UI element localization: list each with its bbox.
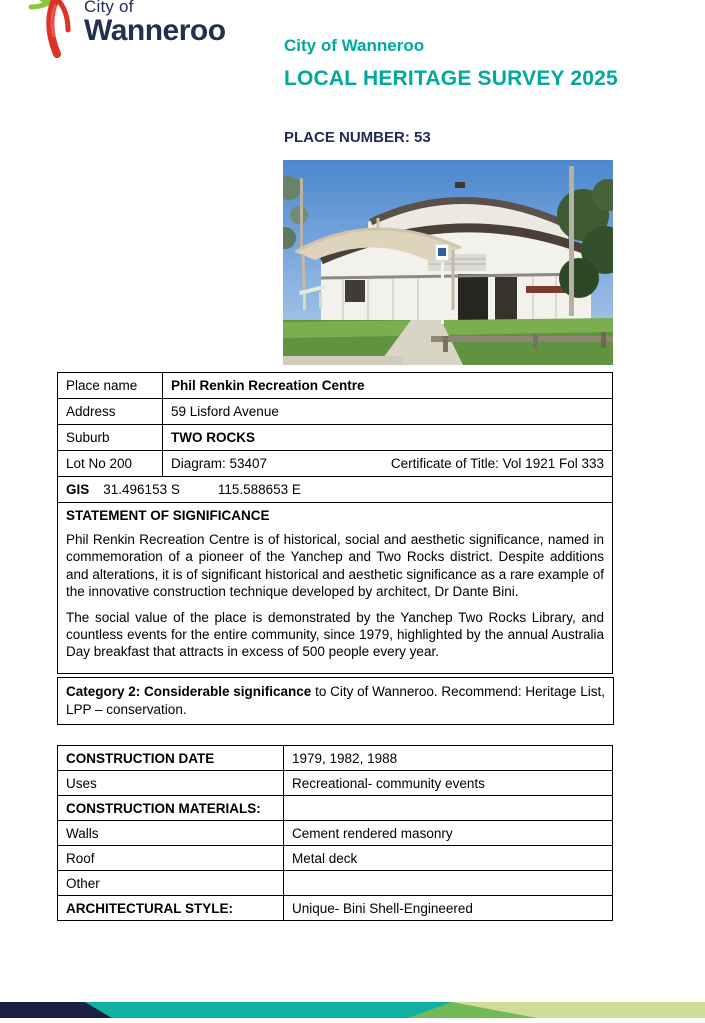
place-number: PLACE NUMBER: 53 — [284, 129, 431, 146]
footer-teal-shape — [85, 1002, 452, 1018]
diagram-value: Diagram: 53407 — [171, 456, 268, 471]
statement-cell — [58, 503, 613, 674]
city-of-wanneroo-logo — [28, 0, 226, 58]
statement-paragraph: Phil Renkin Recreation Centre is of historical, social and aesthetic significance, named in commemoration of a pioneer of the Yanchep and Two Rocks district. Despite additions and alterations, it is of significant historical and aesthetic significance as a rare example of the innovative construction technique developed by architect, Dr Dante Bini. — [66, 532, 604, 600]
gis-latitude: 31.496153 S — [103, 482, 180, 497]
place-details-table — [57, 372, 613, 674]
details-label: Suburb — [58, 425, 163, 451]
construction-row — [58, 871, 613, 896]
details-label: Lot No 200 — [58, 451, 163, 477]
details-label: Address — [58, 399, 163, 425]
construction-label: Other — [58, 871, 284, 896]
category-text: to City of Wanneroo. Recommend: Heritage List, LPP – conservation. — [66, 684, 605, 717]
footer-band — [0, 1002, 705, 1018]
certificate-of-title-value: Certificate of Title: Vol 1921 Fol 333 — [390, 456, 604, 471]
logo-wanneroo: Wanneroo — [84, 14, 226, 47]
construction-row — [58, 746, 613, 771]
construction-label: Roof — [58, 846, 284, 871]
construction-row — [58, 771, 613, 796]
details-label: Place name — [58, 373, 163, 399]
place-photograph — [283, 160, 613, 365]
construction-row — [58, 796, 613, 821]
header-city-of-wanneroo: City of Wanneroo — [284, 36, 425, 55]
details-row — [58, 373, 613, 399]
details-row — [58, 399, 613, 425]
details-value: Phil Renkin Recreation Centre — [163, 373, 613, 399]
details-value — [163, 451, 613, 477]
construction-label: CONSTRUCTION DATE — [58, 746, 284, 771]
construction-value: Unique- Bini Shell-Engineered — [284, 896, 613, 921]
gis-row — [58, 477, 613, 503]
details-row — [58, 451, 613, 477]
construction-value: Cement rendered masonry — [284, 821, 613, 846]
construction-row — [58, 896, 613, 921]
construction-label: Uses — [58, 771, 284, 796]
construction-label: ARCHITECTURAL STYLE: — [58, 896, 284, 921]
statement-heading: STATEMENT OF SIGNIFICANCE — [66, 508, 270, 523]
construction-row — [58, 846, 613, 871]
category-label: Category 2: Considerable significance — [66, 684, 312, 699]
statement-row — [58, 503, 613, 674]
header-survey-title: LOCAL HERITAGE SURVEY 2025 — [284, 67, 618, 90]
details-value: TWO ROCKS — [163, 425, 613, 451]
construction-value: Metal deck — [284, 846, 613, 871]
construction-table — [57, 745, 613, 921]
construction-label: CONSTRUCTION MATERIALS: — [58, 796, 284, 821]
construction-value — [284, 796, 613, 821]
details-row — [58, 425, 613, 451]
construction-value: Recreational- community events — [284, 771, 613, 796]
construction-value: 1979, 1982, 1988 — [284, 746, 613, 771]
gis-cell — [58, 477, 613, 503]
gis-label: GIS — [66, 482, 90, 497]
gis-longitude: 115.588653 E — [217, 482, 301, 497]
category-box — [57, 677, 614, 725]
construction-label: Walls — [58, 821, 284, 846]
statement-paragraph: The social value of the place is demonstrated by the Yanchep Two Rocks Library, and countless events for the entire community, since 1979, highlighted by the annual Australia Day breakfast that attracts in excess of 500 people every year. — [66, 609, 604, 660]
construction-value — [284, 871, 613, 896]
construction-row — [58, 821, 613, 846]
document-header — [284, 36, 618, 91]
kangaroo-paw-icon — [28, 0, 82, 58]
details-value: 59 Lisford Avenue — [163, 399, 613, 425]
logo-city-of: City of — [84, 0, 134, 16]
